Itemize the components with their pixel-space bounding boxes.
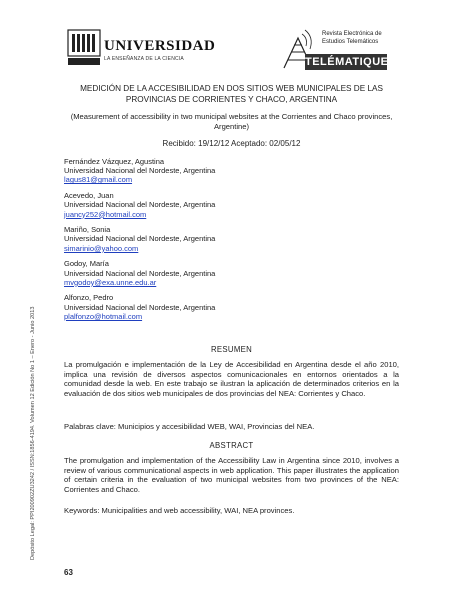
author-email-link[interactable]: mvgodoy@exa.unne.edu.ar [64, 277, 157, 287]
author-email-link[interactable]: simarinio@yahoo.com [64, 243, 139, 253]
university-logo [66, 28, 216, 70]
page-number: 63 [64, 568, 73, 577]
author-entry [64, 225, 364, 253]
author-affiliation: Universidad Nacional del Nordeste, Argentina [64, 234, 216, 244]
university-logo-sub: LA ENSEÑANZA DE LA CIENCIA [104, 56, 184, 62]
author-affiliation: Universidad Nacional del Nordeste, Argentina [64, 200, 216, 210]
resumen-heading: RESUMEN [210, 345, 253, 354]
author-entry [64, 259, 364, 287]
author-email-link[interactable]: lagus81@gmail.com [64, 175, 133, 185]
author-name: Mariño, Sonia [64, 225, 111, 235]
author-affiliation: Universidad Nacional del Nordeste, Argentina [64, 166, 216, 176]
telematique-line-2: Estudios Telemáticos [322, 39, 379, 45]
abstract-heading: ABSTRACT [209, 441, 254, 450]
telematique-line-1: Revista Electrónica de [322, 31, 382, 37]
author-affiliation: Universidad Nacional del Nordeste, Argentina [64, 268, 216, 278]
resumen-body: La promulgación e implementación de la Ley de Accesibilidad en Argentina desde el año 2010, implica una revisión de diversos aspectos comunicacionales en entornos orientados a la comunidad desde la web. En este trabajo se ilustran la aplicación de determinados criterios en la evaluación de dos sitios web municipales de dos provincias del NEA: Corrientes y Chaco. [64, 360, 399, 398]
author-name: Acevedo, Juan [64, 191, 114, 201]
telematique-logo [278, 26, 408, 76]
received-accepted-dates: Recibido: 19/12/12 Aceptado: 02/05/12 [162, 139, 301, 148]
author-affiliation: Universidad Nacional del Nordeste, Argentina [64, 302, 216, 312]
paper-subtitle: (Measurement of accessibility in two municipal websites at the Corrientes and Chaco provinces, Argentine) [70, 112, 393, 131]
author-name: Alfonzo, Pedro [64, 293, 114, 303]
abstract-body: The promulgation and implementation of the Accessibility Law in Argentina since 2010, involves a review of various communicational aspects in web application. This paper illustrates the application of certain criteria in the evaluation of two municipal websites from two provinces of the NEA: Corrientes and Chaco. [64, 456, 399, 494]
paper-title: MEDICIÓN DE LA ACCESIBILIDAD EN DOS SITIOS WEB MUNICIPALES DE LAS PROVINCIAS DE CORRIENTES Y CHACO, ARGENTINA [80, 84, 383, 104]
author-list [64, 157, 364, 328]
resumen-keywords: Palabras clave: Municipios y accesibilidad WEB, WAI, Provincias del NEA. [64, 422, 315, 431]
author-email-link[interactable]: juancy252@hotmail.com [64, 209, 147, 219]
author-email-link[interactable]: plalfonzo@hotmail.com [64, 311, 143, 321]
author-entry [64, 293, 364, 321]
university-logo-word: UNIVERSIDAD [104, 38, 216, 54]
abstract-keywords: Keywords: Municipalities and web accessibility, WAI, NEA provinces. [64, 506, 295, 515]
university-emblem-icon [66, 28, 102, 68]
author-name: Godoy, María [64, 259, 109, 269]
author-entry [64, 191, 364, 219]
legal-deposit-sidebar: Depósito Legal: PPI200902ZU3242 / ISSN:1856-4194. Volumen 12 Edición No 1 – Enero - Junio 2013 [30, 306, 36, 560]
author-name: Fernández Vázquez, Agustina [64, 157, 165, 166]
telematique-wordmark: TELÉMATIQUE [305, 56, 389, 68]
author-entry [64, 157, 364, 185]
